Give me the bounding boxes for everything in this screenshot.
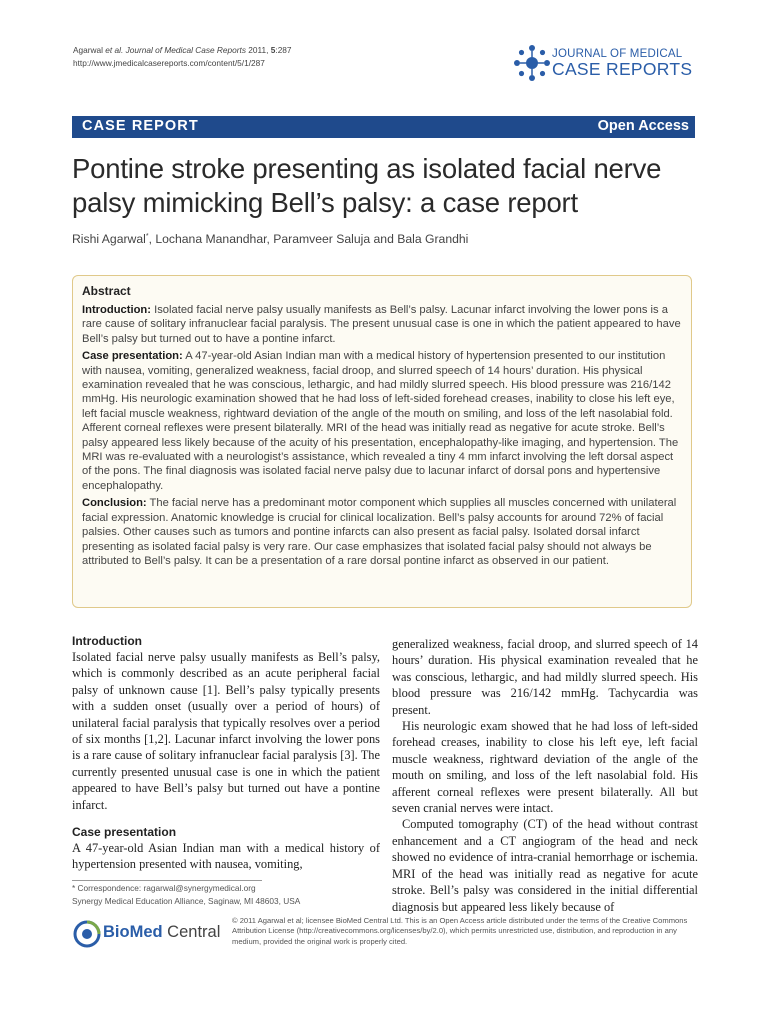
affiliation: Synergy Medical Education Alliance, Saginaw, MI 48603, USA bbox=[72, 895, 301, 906]
article-type-banner bbox=[72, 116, 695, 138]
citation-journal: Journal of Medical Case Reports bbox=[125, 45, 246, 55]
corresponding-author-mark: * bbox=[145, 232, 149, 240]
citation-authors: Agarwal bbox=[73, 45, 103, 55]
biomed-central-logo-icon bbox=[73, 920, 101, 948]
license-text: © 2011 Agarwal et al; licensee BioMed Central Ltd. This is an Open Access article distributed under the terms of the Creative Commons Attribution License (http://creativecommons.org/licenses/by/2.0), which permits unrestricted use, distribution, and reproduction in any medium, provided the original work is properly cited. bbox=[232, 916, 688, 946]
body-column-right bbox=[392, 636, 698, 915]
citation-year: 2011, bbox=[248, 45, 269, 55]
citation-line bbox=[73, 44, 292, 57]
abstract-case-label: Case presentation: bbox=[82, 350, 183, 363]
publisher-name-part1: BioMed bbox=[103, 923, 163, 941]
abstract-case-text: A 47-year-old Asian Indian man with a medical history of hypertension presented to our institution with nausea, vomiting, generalized weakness, facial droop, and slurred speech of 14 hours’ duration. His physical examination revealed that he was conscious, lethargic, and had mildly slurred speech. His blood pressure was 216/142 mmHg. His neurologic examination showed that he had loss of left-sided forehead creases, inability to close his left eye, left facial muscle weakness, rightward deviation of the angle of the mouth on smiling, and loss of the left nasolabial fold. Afferent corneal reflexes were present bilaterally. MRI of the head was initially read as negative for acute stroke. Bell’s palsy appeared less likely because of the acuity of his presentation, encephalopathy-like imaging, and hypertension. The MRI was re-evaluated with a neurologist’s assistance, which revealed a tiny 4 mm infarct involving the left dorsal aspect of the pons. The final diagnosis was isolated facial nerve palsy due to lacunar infarct of dorsal pons and hypertensive encephalopathy. bbox=[82, 350, 679, 492]
journal-star-logo-icon bbox=[512, 42, 552, 84]
journal-logo-line1: JOURNAL OF MEDICAL bbox=[552, 48, 683, 60]
abstract-case-presentation bbox=[82, 349, 682, 493]
abstract-intro-label: Introduction: bbox=[82, 304, 151, 316]
case-presentation-paragraph: A 47-year-old Asian Indian man with a medical history of hypertension presented with nausea, vomiting, bbox=[72, 841, 380, 872]
body-column-left bbox=[72, 634, 380, 873]
publisher-name bbox=[103, 923, 220, 942]
article-title: Pontine stroke presenting as isolated facial nerve palsy mimicking Bell’s palsy: a case report bbox=[72, 153, 662, 218]
citation-volume: 5 bbox=[270, 45, 276, 55]
abstract-intro-text: Isolated facial nerve palsy usually manifests as Bell’s palsy. Lacunar infarct involving the lower pons is a rare cause of solitary infranuclear facial paralysis. The present unusual case is one in which the patient appeared to have Bell’s palsy but turned out to have a pontine infarct. bbox=[82, 304, 681, 345]
journal-logo bbox=[512, 42, 702, 90]
neurologic-exam-paragraph: His neurologic exam showed that he had loss of left-sided forehead creases, inability to close his left eye, left facial muscle weakness, rightward deviation of the angle of the mouth on smiling, and loss of the left nasolabial fold. His afferent corneal reflexes were present bilaterally. All but seven cranial nerves were intact. bbox=[392, 719, 698, 816]
correspondence-email[interactable]: * Correspondence: ragarwal@synergymedical.org bbox=[72, 883, 256, 893]
imaging-paragraph: Computed tomography (CT) of the head without contrast enhancement and a CT angiogram of the head and neck showed no evidence of intra-cranial hemorrhage or ischemia. MRI of the head was initially read as negative for acute stroke. Bell’s palsy was considered in the initial differential diagnosis but appeared less likely because of bbox=[392, 817, 698, 914]
footnote bbox=[72, 882, 300, 907]
publisher-name-part2: Central bbox=[162, 923, 221, 941]
abstract-introduction bbox=[82, 303, 682, 346]
introduction-paragraph: Isolated facial nerve palsy usually manifests as Bell’s palsy, which is commonly described as an acute peripheral facial palsy of unknown cause [1]. Bell’s palsy typically presents with a sudden onset (usually over a period of hours) of unilateral facial paralysis that typically resolves over a period of six months [1,2]. Lacunar infarct involving the lower pons is a rare cause of solitary infranuclear facial paralysis [3]. The currently presented unusual case is one in which the patient appeared to have Bell’s palsy but turned out have a pontine infarct. bbox=[72, 650, 380, 812]
authors-rest: , Lochana Manandhar, Paramveer Saluja and Bala Grandhi bbox=[148, 232, 469, 246]
abstract-heading: Abstract bbox=[82, 284, 131, 298]
abstract-conclusion-text: The facial nerve has a predominant motor component which supplies all muscles concerned with unilateral facial expression. Anatomic knowledge is crucial for clinical localization. Bell’s palsy accounts for around 72% of facial palsies. Other causes such as tumors and pontine infarcts can also present as facial palsy. Isolated dorsal infarct presenting as isolated facial palsy is very rare. Our case emphasizes that isolated facial palsy should not always be attributed to Bell’s palsy. It can be a presentation of a rare dorsal pontine infarct as observed in our patient. bbox=[82, 497, 677, 567]
abstract-box bbox=[72, 275, 692, 608]
case-paragraph-continued: generalized weakness, facial droop, and slurred speech of 14 hours’ duration. His physical examination revealed that he was conscious, lethargic, and had mildly slurred speech. His blood pressure was 216/142 mmHg. Tachycardia was present. bbox=[392, 637, 698, 717]
article-type-label: CASE REPORT bbox=[82, 118, 199, 134]
abstract-conclusion bbox=[82, 496, 682, 568]
publisher-logo bbox=[73, 918, 223, 948]
citation bbox=[73, 44, 292, 70]
open-access-label: Open Access bbox=[597, 118, 689, 134]
author-list bbox=[72, 232, 468, 246]
journal-logo-text bbox=[552, 48, 692, 78]
footnote-divider bbox=[72, 880, 262, 881]
citation-page: :287 bbox=[275, 45, 292, 55]
citation-url[interactable]: http://www.jmedicalcasereports.com/content/5/1/287 bbox=[73, 58, 265, 68]
citation-etal: et al. bbox=[105, 45, 124, 55]
author-first[interactable]: Rishi Agarwal bbox=[72, 232, 146, 246]
introduction-heading: Introduction bbox=[72, 634, 142, 648]
journal-logo-line2: CASE REPORTS bbox=[552, 59, 693, 79]
abstract-conclusion-label: Conclusion: bbox=[82, 497, 147, 510]
case-presentation-heading: Case presentation bbox=[72, 825, 177, 840]
